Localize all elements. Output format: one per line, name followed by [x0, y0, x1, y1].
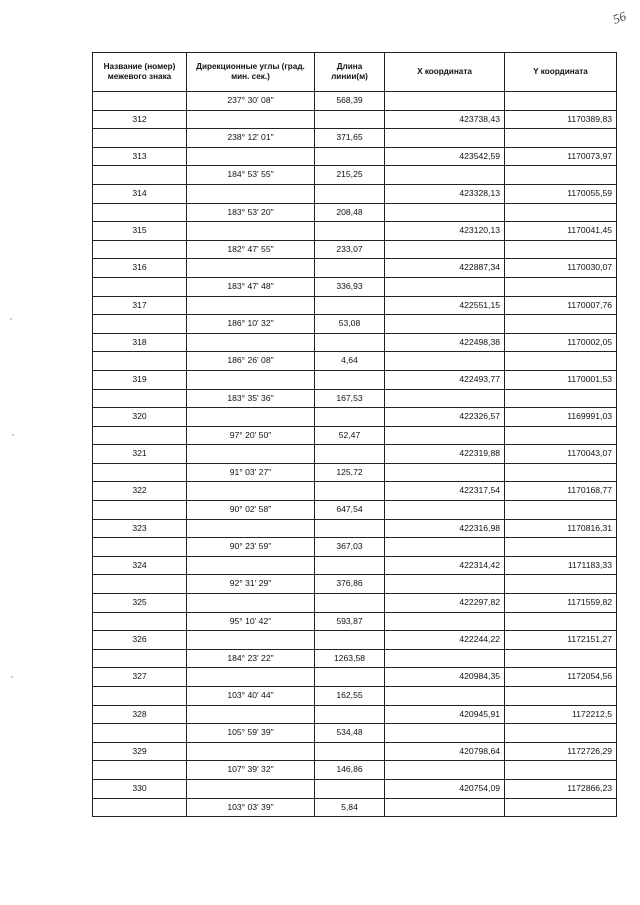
cell-length: 233,07 — [315, 240, 385, 259]
cell-x: 422316,98 — [385, 519, 505, 538]
cell-x — [385, 687, 505, 706]
cell-y — [505, 166, 617, 185]
cell-y: 1170001,53 — [505, 370, 617, 389]
cell-y — [505, 501, 617, 520]
cell-angle: 237° 30' 08" — [187, 92, 315, 111]
cell-name: 320 — [93, 408, 187, 427]
cell-y — [505, 575, 617, 594]
cell-x: 422551,15 — [385, 296, 505, 315]
cell-angle — [187, 147, 315, 166]
table-row — [93, 538, 617, 557]
cell-length: 208,48 — [315, 203, 385, 222]
cell-x: 420945,91 — [385, 705, 505, 724]
cell-y: 1172726,29 — [505, 742, 617, 761]
table-body — [93, 92, 617, 817]
cell-length — [315, 779, 385, 798]
cell-x — [385, 166, 505, 185]
cell-length: 376,86 — [315, 575, 385, 594]
cell-x: 422493,77 — [385, 370, 505, 389]
cell-name: 322 — [93, 482, 187, 501]
header-x: X координата — [385, 53, 505, 92]
table-row — [93, 370, 617, 389]
cell-angle — [187, 296, 315, 315]
table-row — [93, 445, 617, 464]
cell-x — [385, 352, 505, 371]
cell-length — [315, 296, 385, 315]
cell-angle: 183° 47' 48" — [187, 277, 315, 296]
cell-length: 371,65 — [315, 129, 385, 148]
cell-name: 316 — [93, 259, 187, 278]
table-row — [93, 705, 617, 724]
cell-angle — [187, 445, 315, 464]
cell-angle: 182° 47' 55" — [187, 240, 315, 259]
cell-name: 315 — [93, 222, 187, 241]
cell-name — [93, 203, 187, 222]
cell-y: 1170389,83 — [505, 110, 617, 129]
cell-length: 53,08 — [315, 315, 385, 334]
table-row — [93, 594, 617, 613]
cell-length — [315, 259, 385, 278]
cell-length: 336,93 — [315, 277, 385, 296]
cell-length — [315, 110, 385, 129]
cell-length: 593,87 — [315, 612, 385, 631]
cell-name — [93, 612, 187, 631]
table-row — [93, 389, 617, 408]
cell-name: 314 — [93, 184, 187, 203]
cell-length — [315, 333, 385, 352]
cell-name: 326 — [93, 631, 187, 650]
table-row — [93, 129, 617, 148]
cell-name — [93, 575, 187, 594]
cell-angle: 97° 20' 50" — [187, 426, 315, 445]
cell-x: 423542,59 — [385, 147, 505, 166]
cell-length: 162,55 — [315, 687, 385, 706]
cell-angle: 186° 26' 08" — [187, 352, 315, 371]
cell-angle — [187, 779, 315, 798]
cell-angle — [187, 594, 315, 613]
table-row — [93, 779, 617, 798]
cell-y — [505, 277, 617, 296]
cell-y — [505, 129, 617, 148]
table-row — [93, 426, 617, 445]
cell-name — [93, 277, 187, 296]
table-row — [93, 147, 617, 166]
page-number-mark: 56 — [610, 8, 629, 27]
cell-name — [93, 129, 187, 148]
cell-angle: 183° 35' 36" — [187, 389, 315, 408]
table-row — [93, 333, 617, 352]
cell-x — [385, 575, 505, 594]
cell-name — [93, 501, 187, 520]
cell-angle — [187, 742, 315, 761]
cell-y: 1170816,31 — [505, 519, 617, 538]
cell-y: 1171559,82 — [505, 594, 617, 613]
table-row — [93, 277, 617, 296]
header-y: Y координата — [505, 53, 617, 92]
cell-x — [385, 538, 505, 557]
cell-length — [315, 556, 385, 575]
cell-x: 422244,22 — [385, 631, 505, 650]
cell-name: 329 — [93, 742, 187, 761]
table-row — [93, 575, 617, 594]
cell-x — [385, 463, 505, 482]
table-row — [93, 724, 617, 743]
table-row — [93, 519, 617, 538]
cell-y: 1169991,03 — [505, 408, 617, 427]
cell-y — [505, 463, 617, 482]
header-name: Название (номер) межевого знака — [93, 53, 187, 92]
table-row — [93, 482, 617, 501]
cell-angle: 90° 02' 58" — [187, 501, 315, 520]
cell-y: 1170073,97 — [505, 147, 617, 166]
cell-y: 1170055,59 — [505, 184, 617, 203]
cell-length — [315, 184, 385, 203]
scan-speck — [10, 318, 12, 320]
cell-x: 423328,13 — [385, 184, 505, 203]
table-row — [93, 649, 617, 668]
cell-x — [385, 240, 505, 259]
table-row — [93, 110, 617, 129]
cell-length — [315, 408, 385, 427]
cell-name: 318 — [93, 333, 187, 352]
cell-y — [505, 612, 617, 631]
cell-name — [93, 352, 187, 371]
cell-angle — [187, 222, 315, 241]
cell-x — [385, 649, 505, 668]
cell-name: 327 — [93, 668, 187, 687]
cell-name — [93, 92, 187, 111]
cell-length — [315, 594, 385, 613]
cell-length — [315, 519, 385, 538]
cell-x: 420798,64 — [385, 742, 505, 761]
cell-y — [505, 389, 617, 408]
cell-angle — [187, 519, 315, 538]
cell-name: 319 — [93, 370, 187, 389]
cell-y: 1170007,76 — [505, 296, 617, 315]
cell-x — [385, 612, 505, 631]
cell-name — [93, 389, 187, 408]
cell-y — [505, 761, 617, 780]
table-row — [93, 668, 617, 687]
cell-name — [93, 761, 187, 780]
table-row — [93, 259, 617, 278]
cell-x — [385, 761, 505, 780]
cell-angle: 103° 40' 44" — [187, 687, 315, 706]
table-row — [93, 203, 617, 222]
cell-y — [505, 724, 617, 743]
cell-length: 534,48 — [315, 724, 385, 743]
cell-name — [93, 426, 187, 445]
cell-name — [93, 315, 187, 334]
cell-y: 1170168,77 — [505, 482, 617, 501]
table-header-row — [93, 53, 617, 92]
cell-y: 1171183,33 — [505, 556, 617, 575]
cell-name — [93, 240, 187, 259]
cell-name: 317 — [93, 296, 187, 315]
coordinates-table — [92, 52, 617, 817]
cell-x: 423738,43 — [385, 110, 505, 129]
cell-y: 1170030,07 — [505, 259, 617, 278]
cell-x: 422297,82 — [385, 594, 505, 613]
cell-y — [505, 426, 617, 445]
cell-name: 312 — [93, 110, 187, 129]
cell-length: 215,25 — [315, 166, 385, 185]
cell-y — [505, 315, 617, 334]
cell-y — [505, 352, 617, 371]
cell-x: 422887,34 — [385, 259, 505, 278]
cell-length: 568,39 — [315, 92, 385, 111]
cell-angle — [187, 482, 315, 501]
cell-angle — [187, 631, 315, 650]
table-row — [93, 184, 617, 203]
cell-length — [315, 482, 385, 501]
scan-speck — [11, 676, 13, 678]
cell-x — [385, 426, 505, 445]
cell-x: 420984,35 — [385, 668, 505, 687]
table-row — [93, 742, 617, 761]
cell-angle — [187, 556, 315, 575]
cell-angle: 184° 23' 22" — [187, 649, 315, 668]
cell-length — [315, 705, 385, 724]
cell-y — [505, 240, 617, 259]
cell-x — [385, 315, 505, 334]
table-row — [93, 408, 617, 427]
cell-angle — [187, 110, 315, 129]
cell-angle — [187, 668, 315, 687]
table-row — [93, 761, 617, 780]
cell-x: 422498,38 — [385, 333, 505, 352]
cell-y: 1170002,05 — [505, 333, 617, 352]
table-row — [93, 166, 617, 185]
cell-y — [505, 649, 617, 668]
cell-angle: 238° 12' 01" — [187, 129, 315, 148]
cell-angle — [187, 370, 315, 389]
cell-name: 313 — [93, 147, 187, 166]
cell-angle — [187, 705, 315, 724]
cell-angle: 184° 53' 55" — [187, 166, 315, 185]
cell-angle: 90° 23' 59" — [187, 538, 315, 557]
cell-angle — [187, 408, 315, 427]
cell-y: 1172866,23 — [505, 779, 617, 798]
cell-x — [385, 389, 505, 408]
table-row — [93, 352, 617, 371]
cell-y — [505, 538, 617, 557]
cell-name: 324 — [93, 556, 187, 575]
table-row — [93, 631, 617, 650]
table-row — [93, 296, 617, 315]
cell-angle: 186° 10' 32" — [187, 315, 315, 334]
cell-y: 1172054,56 — [505, 668, 617, 687]
cell-length — [315, 668, 385, 687]
cell-x: 422317,54 — [385, 482, 505, 501]
cell-angle: 107° 39' 32" — [187, 761, 315, 780]
cell-name — [93, 649, 187, 668]
table-row — [93, 92, 617, 111]
cell-length: 4,64 — [315, 352, 385, 371]
cell-y — [505, 798, 617, 817]
cell-length: 52,47 — [315, 426, 385, 445]
cell-x: 423120,13 — [385, 222, 505, 241]
cell-angle: 95° 10' 42" — [187, 612, 315, 631]
cell-angle: 105° 59' 39" — [187, 724, 315, 743]
cell-x — [385, 277, 505, 296]
cell-name — [93, 463, 187, 482]
cell-angle: 91° 03' 27" — [187, 463, 315, 482]
cell-angle: 183° 53' 20" — [187, 203, 315, 222]
cell-angle: 92° 31' 29" — [187, 575, 315, 594]
cell-name — [93, 724, 187, 743]
cell-name: 321 — [93, 445, 187, 464]
cell-x — [385, 92, 505, 111]
cell-x — [385, 724, 505, 743]
header-angle: Дирекционные углы (град. мин. сек.) — [187, 53, 315, 92]
cell-name — [93, 166, 187, 185]
cell-x: 422314,42 — [385, 556, 505, 575]
table-row — [93, 687, 617, 706]
cell-x — [385, 129, 505, 148]
cell-name: 330 — [93, 779, 187, 798]
table-row — [93, 612, 617, 631]
table-row — [93, 240, 617, 259]
cell-length: 1263,58 — [315, 649, 385, 668]
cell-length: 5,84 — [315, 798, 385, 817]
cell-x — [385, 798, 505, 817]
table-row — [93, 315, 617, 334]
cell-x — [385, 501, 505, 520]
cell-x: 420754,09 — [385, 779, 505, 798]
cell-y — [505, 687, 617, 706]
cell-x: 422319,88 — [385, 445, 505, 464]
cell-y: 1172151,27 — [505, 631, 617, 650]
cell-length — [315, 631, 385, 650]
cell-y — [505, 203, 617, 222]
table-row — [93, 222, 617, 241]
cell-length — [315, 147, 385, 166]
cell-length — [315, 742, 385, 761]
table-row — [93, 556, 617, 575]
cell-y — [505, 92, 617, 111]
cell-length: 125,72 — [315, 463, 385, 482]
cell-angle: 103° 03' 39" — [187, 798, 315, 817]
cell-length: 146,86 — [315, 761, 385, 780]
cell-name — [93, 687, 187, 706]
cell-y: 1172212,5 — [505, 705, 617, 724]
cell-length: 647,54 — [315, 501, 385, 520]
cell-name: 328 — [93, 705, 187, 724]
table-row — [93, 798, 617, 817]
cell-length — [315, 222, 385, 241]
cell-name: 325 — [93, 594, 187, 613]
cell-x: 422326,57 — [385, 408, 505, 427]
table-row — [93, 463, 617, 482]
cell-length: 367,03 — [315, 538, 385, 557]
cell-length — [315, 445, 385, 464]
cell-name — [93, 538, 187, 557]
cell-y: 1170043,07 — [505, 445, 617, 464]
cell-angle — [187, 333, 315, 352]
cell-name: 323 — [93, 519, 187, 538]
scan-speck — [12, 434, 14, 436]
cell-x — [385, 203, 505, 222]
cell-angle — [187, 259, 315, 278]
cell-angle — [187, 184, 315, 203]
header-length: Длина линии(м) — [315, 53, 385, 92]
cell-name — [93, 798, 187, 817]
cell-y: 1170041,45 — [505, 222, 617, 241]
table-row — [93, 501, 617, 520]
cell-length: 167,53 — [315, 389, 385, 408]
cell-length — [315, 370, 385, 389]
